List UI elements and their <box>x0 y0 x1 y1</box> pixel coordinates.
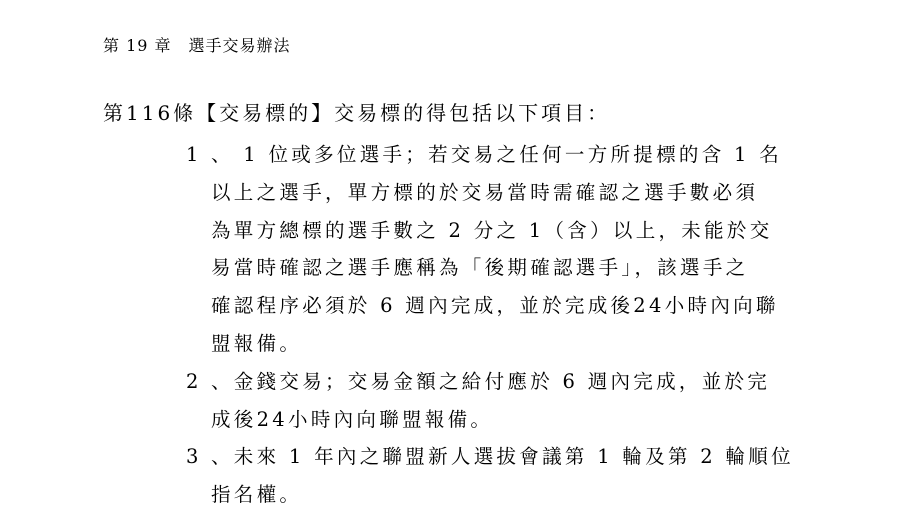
item-text-line: 為單方總標的選手數之 2 分之 1（含）以上，未能於交 <box>211 218 773 242</box>
item-number: 1 <box>186 143 202 166</box>
list-item <box>186 438 816 510</box>
item-text-line: 、 1 位或多位選手；若交易之任何一方所提標的含 1 名 <box>211 143 783 166</box>
item-text-line: 、未來 1 年內之聯盟新人選拔會議第 1 輪及第 2 輪順位 <box>211 445 794 469</box>
item-text-line: 、金錢交易；交易金額之給付應於 6 週內完成，並於完 <box>211 369 771 393</box>
item-list <box>186 136 816 510</box>
item-number: 2 <box>186 369 202 393</box>
item-text-line: 確認程序必須於 6 週內完成，並於完成後24小時內向聯 <box>211 294 779 318</box>
item-text-line: 易當時確認之選手應稱為「後期確認選手」，該選手之 <box>211 256 749 280</box>
chapter-header: 第 19 章 選手交易辦法 <box>103 36 291 55</box>
list-item <box>186 136 816 363</box>
item-text-line: 盟報備。 <box>211 331 303 355</box>
item-number: 3 <box>186 445 202 469</box>
article-heading: 第116條【交易標的】交易標的得包括以下項目： <box>103 101 611 125</box>
list-item <box>186 363 816 439</box>
item-text-line: 以上之選手，單方標的於交易當時需確認之選手數必須 <box>211 180 759 204</box>
item-text-line: 成後24小時內向聯盟報備。 <box>211 407 494 431</box>
item-text-line: 指名權。 <box>211 483 303 507</box>
